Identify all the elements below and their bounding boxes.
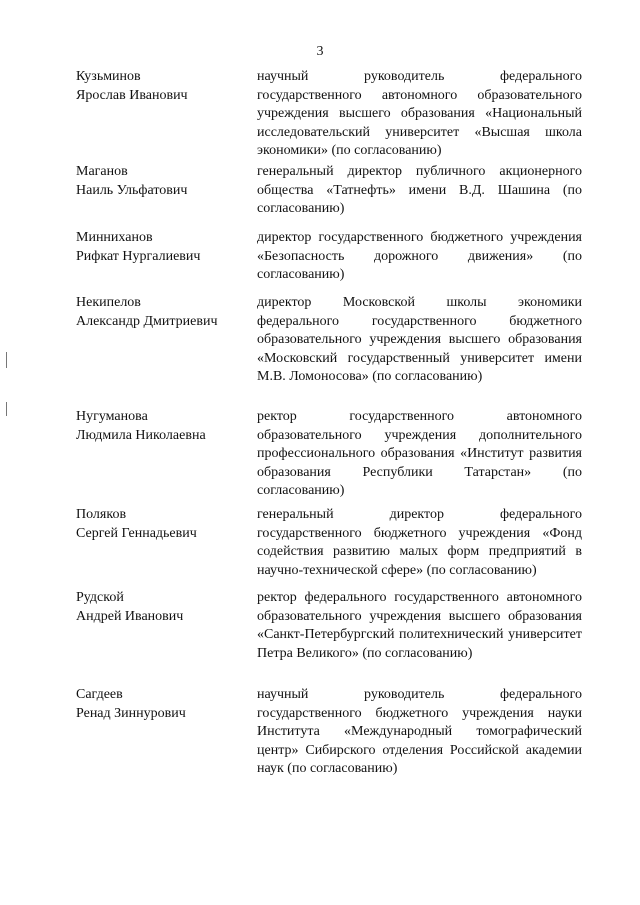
- member-position: генеральный директор публичного акционерного общества «Татнефть» имени В.Д. Шашина (по согласованию): [257, 164, 582, 216]
- member-given-name: Андрей Иванович: [76, 608, 184, 624]
- member-position: директор Московской школы экономики федерального государственного бюджетного образовательного учреждения высшего образования «Московский государственный университет имени М.В. Ломоносова» (по согласованию): [257, 295, 582, 384]
- member-surname: Нугуманова: [76, 409, 148, 424]
- page-number: 3: [316, 44, 324, 59]
- member-surname: Рудской: [76, 590, 124, 605]
- member-position: ректор государственного автономного образовательного учреждения дополнительного профессионального образования «Институт развития образования Республики Татарстан» (по согласованию): [257, 409, 582, 498]
- member-name: [76, 408, 251, 445]
- member-name: [76, 589, 251, 626]
- member-surname: Маганов: [76, 164, 128, 179]
- member-name: [76, 506, 251, 543]
- scan-margin-mark: [6, 352, 7, 368]
- member-given-name: Наиль Ульфатович: [76, 182, 188, 198]
- member-given-name: Ярослав Иванович: [76, 87, 188, 103]
- member-given-name: Рифкат Нургалиевич: [76, 248, 201, 264]
- member-surname: Сагдеев: [76, 687, 123, 702]
- member-position: генеральный директор федерального государственного бюджетного учреждения «Фонд содействия развитию малых форм предприятий в научно-технической сфере» (по согласованию): [257, 507, 582, 578]
- member-name: [76, 686, 251, 723]
- member-name: [76, 163, 251, 200]
- member-position: научный руководитель федерального государственного автономного образовательного учреждения высшего образования «Национальный исследовательский университет «Высшая школа экономики» (по согласованию): [257, 69, 582, 158]
- member-name: [76, 68, 251, 105]
- member-surname: Поляков: [76, 507, 127, 522]
- member-given-name: Людмила Николаевна: [76, 427, 206, 443]
- member-position: научный руководитель федерального государственного бюджетного учреждения науки Института «Международный томографический центр» Сибирского отделения Российской академии наук (по согласованию): [257, 687, 582, 776]
- member-given-name: Сергей Геннадьевич: [76, 525, 197, 541]
- member-name: [76, 229, 251, 266]
- member-given-name: Александр Дмитриевич: [76, 313, 218, 329]
- member-surname: Кузьминов: [76, 69, 141, 84]
- member-position: директор государственного бюджетного учреждения «Безопасность дорожного движения» (по согласованию): [257, 230, 582, 282]
- member-surname: Минниханов: [76, 230, 153, 245]
- member-surname: Некипелов: [76, 295, 141, 310]
- scan-margin-mark: [6, 402, 7, 416]
- member-position: ректор федерального государственного автономного образовательного учреждения высшего образования «Санкт-Петербургский политехнический университет Петра Великого» (по согласованию): [257, 590, 582, 661]
- member-given-name: Ренад Зиннурович: [76, 705, 186, 721]
- member-name: [76, 294, 251, 331]
